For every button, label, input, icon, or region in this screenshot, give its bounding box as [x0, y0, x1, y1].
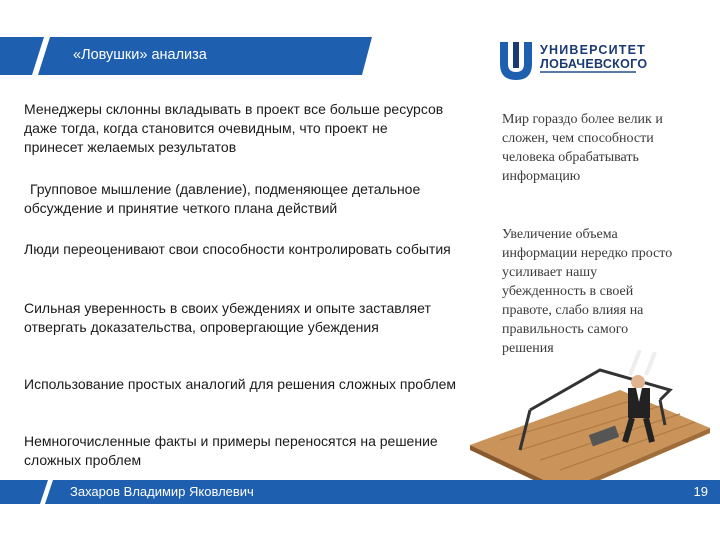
right-note-1: Мир гораздо более велик и сложен, чем способности человека обрабатывать информацию: [502, 112, 663, 184]
logo-text-line1: УНИВЕРСИТЕТ: [540, 43, 646, 57]
trap-item-4: Сильная уверенность в своих убеждениях и опыте заставляет отвергать доказательства, опровергающие убеждения: [24, 300, 431, 335]
university-logo: [496, 40, 656, 82]
slide-title: «Ловушки» анализа: [73, 47, 207, 63]
trap-item-3: Люди переоценивают свои способности контролировать события: [24, 241, 451, 257]
slide-title-bar: [0, 37, 372, 75]
trap-item-1: Менеджеры склонны вкладывать в проект все больше ресурсов даже тогда, когда становится очевидным, что проект не принесет желаемых результатов: [24, 101, 444, 155]
trap-item-5: Использование простых аналогий для решения сложных проблем: [24, 376, 457, 392]
trap-item-6: Немногочисленные факты и примеры переносятся на решение сложных проблем: [24, 433, 438, 468]
page-number: 19: [693, 484, 708, 499]
right-note-2: Увеличение объема информации нередко просто усиливает нашу убежденность в своей правоте, слабо влияя на правильность самого решения: [502, 227, 673, 356]
logo-text-line2: ЛОБАЧЕВСКОГО: [540, 57, 648, 71]
trap-item-2: Групповое мышление (давление), подменяющее детальное обсуждение и принятие четкого плана действий: [24, 181, 421, 216]
footer-slash-decoration: [0, 480, 60, 504]
mousetrap-businessman-illustration: [460, 350, 720, 495]
footer-author: Захаров Владимир Яковлевич: [70, 484, 254, 499]
university-u-logo-icon: [496, 40, 536, 82]
footer-bar: [0, 480, 720, 504]
logo-underline: [540, 71, 636, 73]
